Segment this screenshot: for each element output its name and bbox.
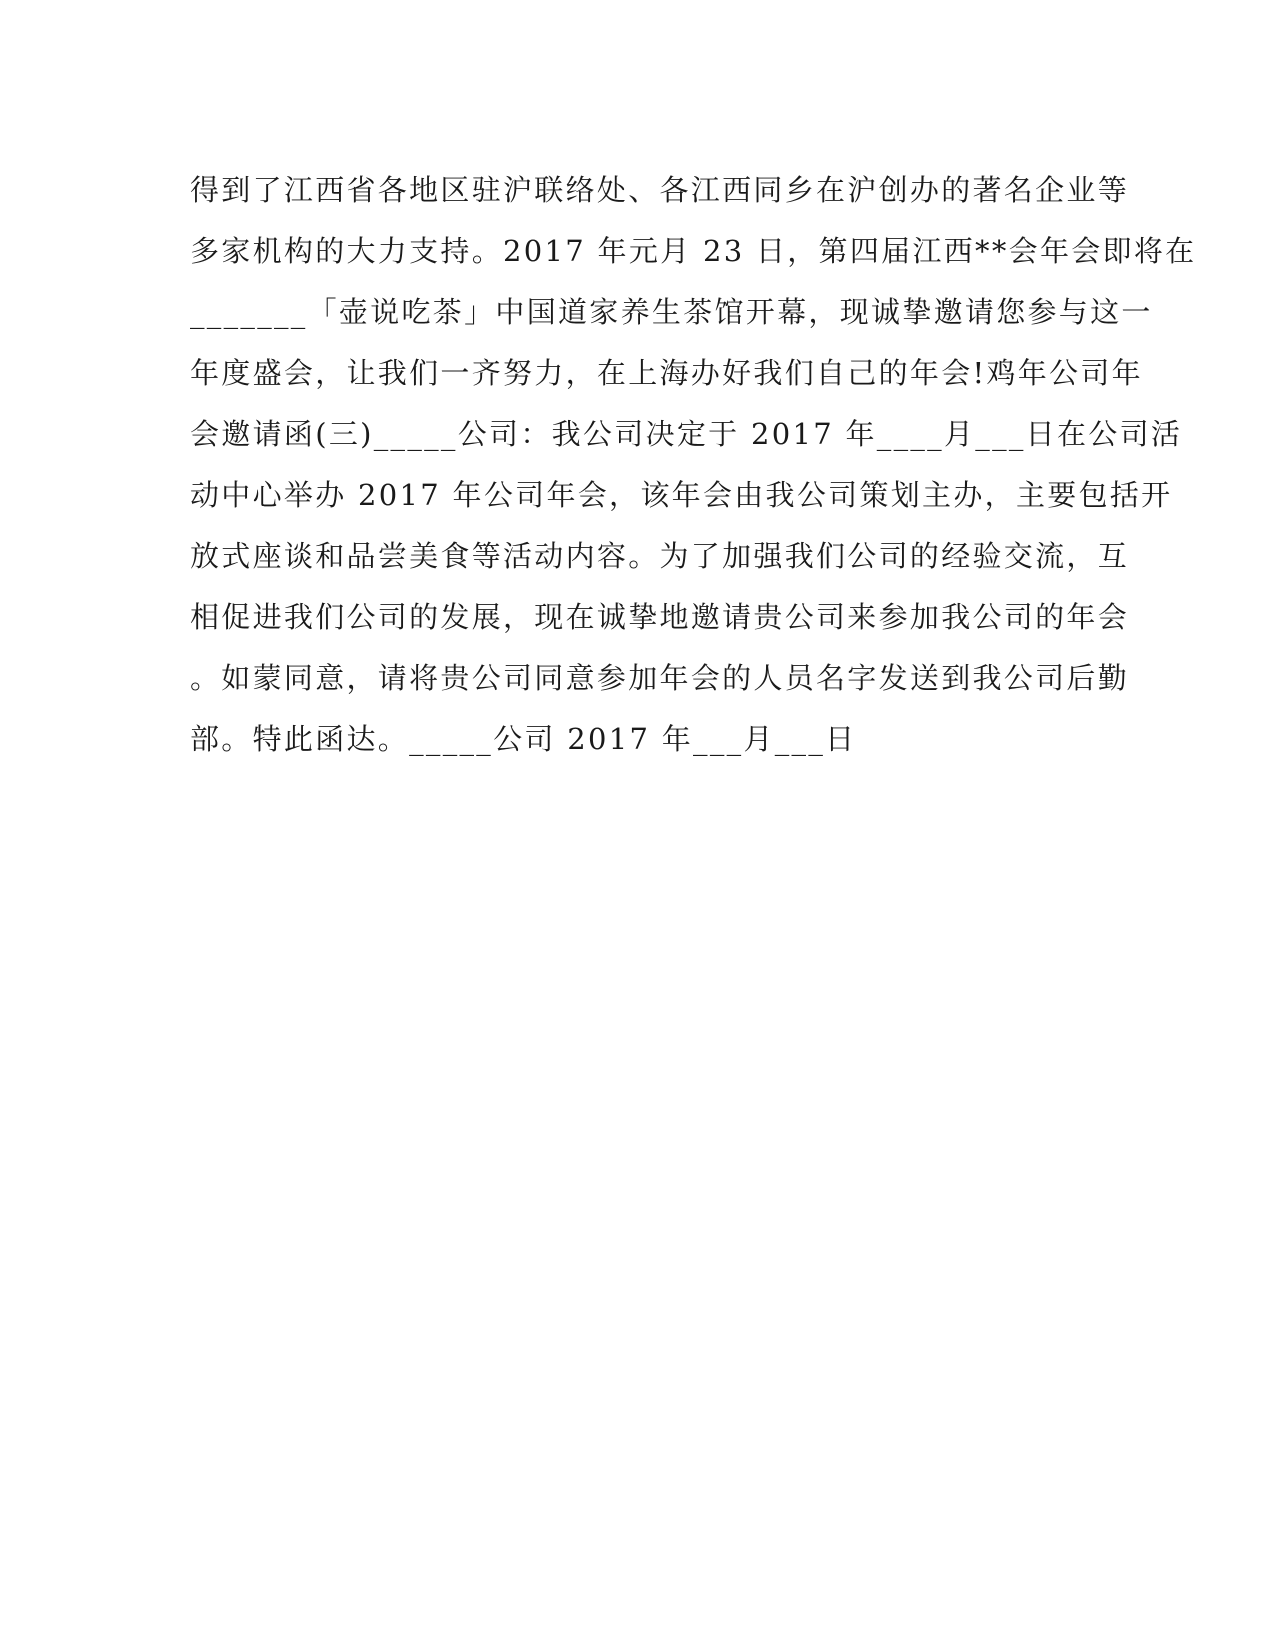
text-line: 得到了江西省各地区驻沪联络处、各江西同乡在沪创办的著名企业等: [190, 173, 1130, 207]
text-line: 动中心举办 2017 年公司年会，该年会由我公司策划主办，主要包括开: [190, 478, 1173, 512]
text-line: 相促进我们公司的发展，现在诚挚地邀请贵公司来参加我公司的年会: [190, 600, 1130, 634]
text-line: _______「壶说吃茶」中国道家养生茶馆开幕，现诚挚邀请您参与这一: [190, 295, 1153, 329]
text-line: 年度盛会，让我们一齐努力，在上海办好我们自己的年会!鸡年公司年: [190, 356, 1143, 390]
text-line: 部。特此函达。_____公司 2017 年___月___日: [190, 722, 857, 756]
text-line: 会邀请函(三)_____公司：我公司决定于 2017 年____月___日在公司活: [190, 417, 1183, 451]
text-line: 多家机构的大力支持。2017 年元月 23 日，第四届江西**会年会即将在: [190, 234, 1197, 268]
body-text: [190, 164, 1197, 774]
text-line: 放式座谈和品尝美食等活动内容。为了加强我们公司的经验交流，互: [190, 539, 1130, 573]
text-line: 。如蒙同意，请将贵公司同意参加年会的人员名字发送到我公司后勤: [190, 661, 1130, 695]
